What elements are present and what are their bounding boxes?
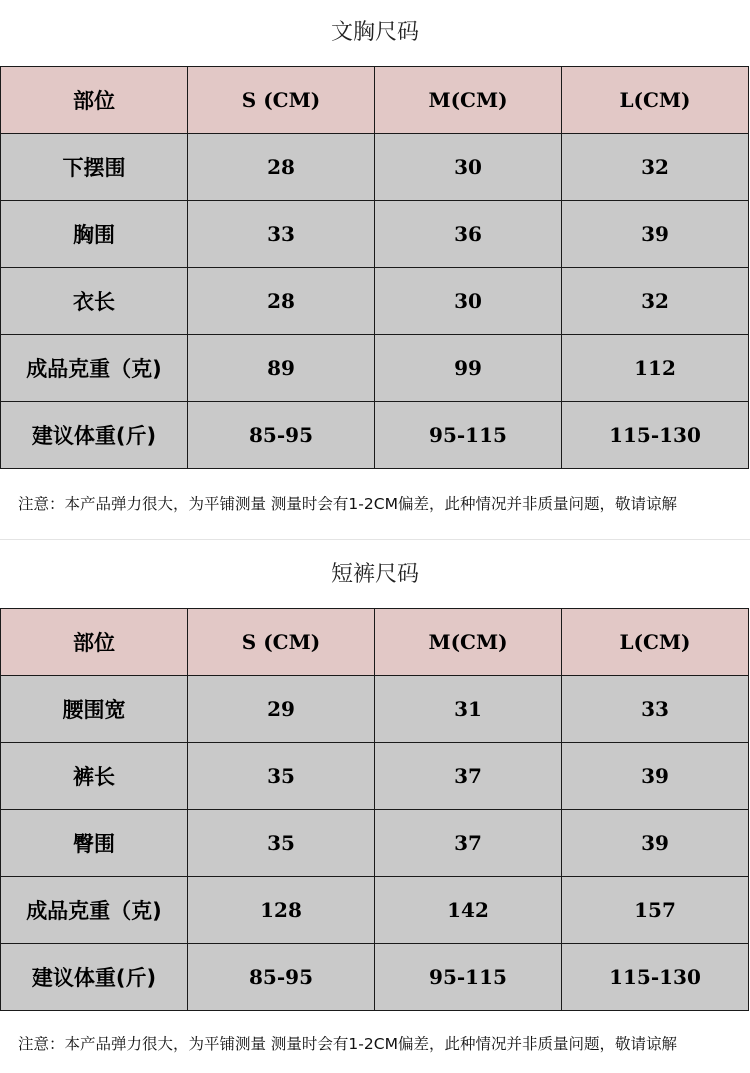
cell-l: 39 bbox=[562, 201, 749, 268]
cell-s: 128 bbox=[188, 877, 375, 944]
shorts-size-section bbox=[0, 542, 750, 1073]
cell-m: 31 bbox=[375, 676, 562, 743]
cell-l: 33 bbox=[562, 676, 749, 743]
table-row bbox=[1, 877, 749, 944]
shorts-size-note: 注意：本产品弹力很大，为平铺测量 测量时会有1-2CM偏差，此种情况并非质量问题，敬请谅解 bbox=[18, 1035, 677, 1053]
table-row bbox=[1, 944, 749, 1011]
cell-s: 29 bbox=[188, 676, 375, 743]
cell-s: 35 bbox=[188, 743, 375, 810]
cell-l: 157 bbox=[562, 877, 749, 944]
header-cell-s: S (CM) bbox=[188, 609, 375, 676]
cell-m: 37 bbox=[375, 810, 562, 877]
section-divider bbox=[0, 539, 750, 540]
table-header-row bbox=[1, 609, 749, 676]
table-row bbox=[1, 743, 749, 810]
cell-m: 36 bbox=[375, 201, 562, 268]
cell-m: 30 bbox=[375, 134, 562, 201]
shorts-size-table bbox=[0, 608, 749, 1011]
cell-l: 39 bbox=[562, 810, 749, 877]
cell-l: 32 bbox=[562, 134, 749, 201]
row-label: 建议体重(斤) bbox=[1, 402, 188, 469]
cell-m: 37 bbox=[375, 743, 562, 810]
row-label: 成品克重（克) bbox=[1, 877, 188, 944]
cell-s: 89 bbox=[188, 335, 375, 402]
cell-l: 32 bbox=[562, 268, 749, 335]
row-label: 成品克重（克) bbox=[1, 335, 188, 402]
row-label: 下摆围 bbox=[1, 134, 188, 201]
cell-s: 28 bbox=[188, 134, 375, 201]
header-cell-l: L(CM) bbox=[562, 609, 749, 676]
cell-m: 95-115 bbox=[375, 944, 562, 1011]
table-row bbox=[1, 201, 749, 268]
cell-l: 112 bbox=[562, 335, 749, 402]
table-header-row bbox=[1, 67, 749, 134]
header-cell-part: 部位 bbox=[1, 609, 188, 676]
row-label: 建议体重(斤) bbox=[1, 944, 188, 1011]
row-label: 裤长 bbox=[1, 743, 188, 810]
table-row bbox=[1, 134, 749, 201]
shorts-size-title: 短裤尺码 bbox=[330, 562, 419, 587]
table-row bbox=[1, 402, 749, 469]
cell-l: 115-130 bbox=[562, 402, 749, 469]
table-row bbox=[1, 268, 749, 335]
header-cell-m: M(CM) bbox=[375, 609, 562, 676]
cell-s: 28 bbox=[188, 268, 375, 335]
table-row bbox=[1, 676, 749, 743]
table-row bbox=[1, 810, 749, 877]
cell-m: 30 bbox=[375, 268, 562, 335]
bra-size-note: 注意：本产品弹力很大，为平铺测量 测量时会有1-2CM偏差，此种情况并非质量问题，敬请谅解 bbox=[18, 495, 677, 513]
cell-m: 142 bbox=[375, 877, 562, 944]
cell-m: 95-115 bbox=[375, 402, 562, 469]
row-label: 衣长 bbox=[1, 268, 188, 335]
row-label: 腰围宽 bbox=[1, 676, 188, 743]
table-row bbox=[1, 335, 749, 402]
cell-s: 35 bbox=[188, 810, 375, 877]
header-cell-part: 部位 bbox=[1, 67, 188, 134]
header-cell-l: L(CM) bbox=[562, 67, 749, 134]
row-label: 胸围 bbox=[1, 201, 188, 268]
bra-size-title: 文胸尺码 bbox=[330, 20, 419, 45]
row-label: 臀围 bbox=[1, 810, 188, 877]
bra-size-table bbox=[0, 66, 749, 469]
cell-s: 33 bbox=[188, 201, 375, 268]
cell-l: 115-130 bbox=[562, 944, 749, 1011]
cell-s: 85-95 bbox=[188, 402, 375, 469]
cell-m: 99 bbox=[375, 335, 562, 402]
cell-s: 85-95 bbox=[188, 944, 375, 1011]
header-cell-m: M(CM) bbox=[375, 67, 562, 134]
header-cell-s: S (CM) bbox=[188, 67, 375, 134]
cell-l: 39 bbox=[562, 743, 749, 810]
